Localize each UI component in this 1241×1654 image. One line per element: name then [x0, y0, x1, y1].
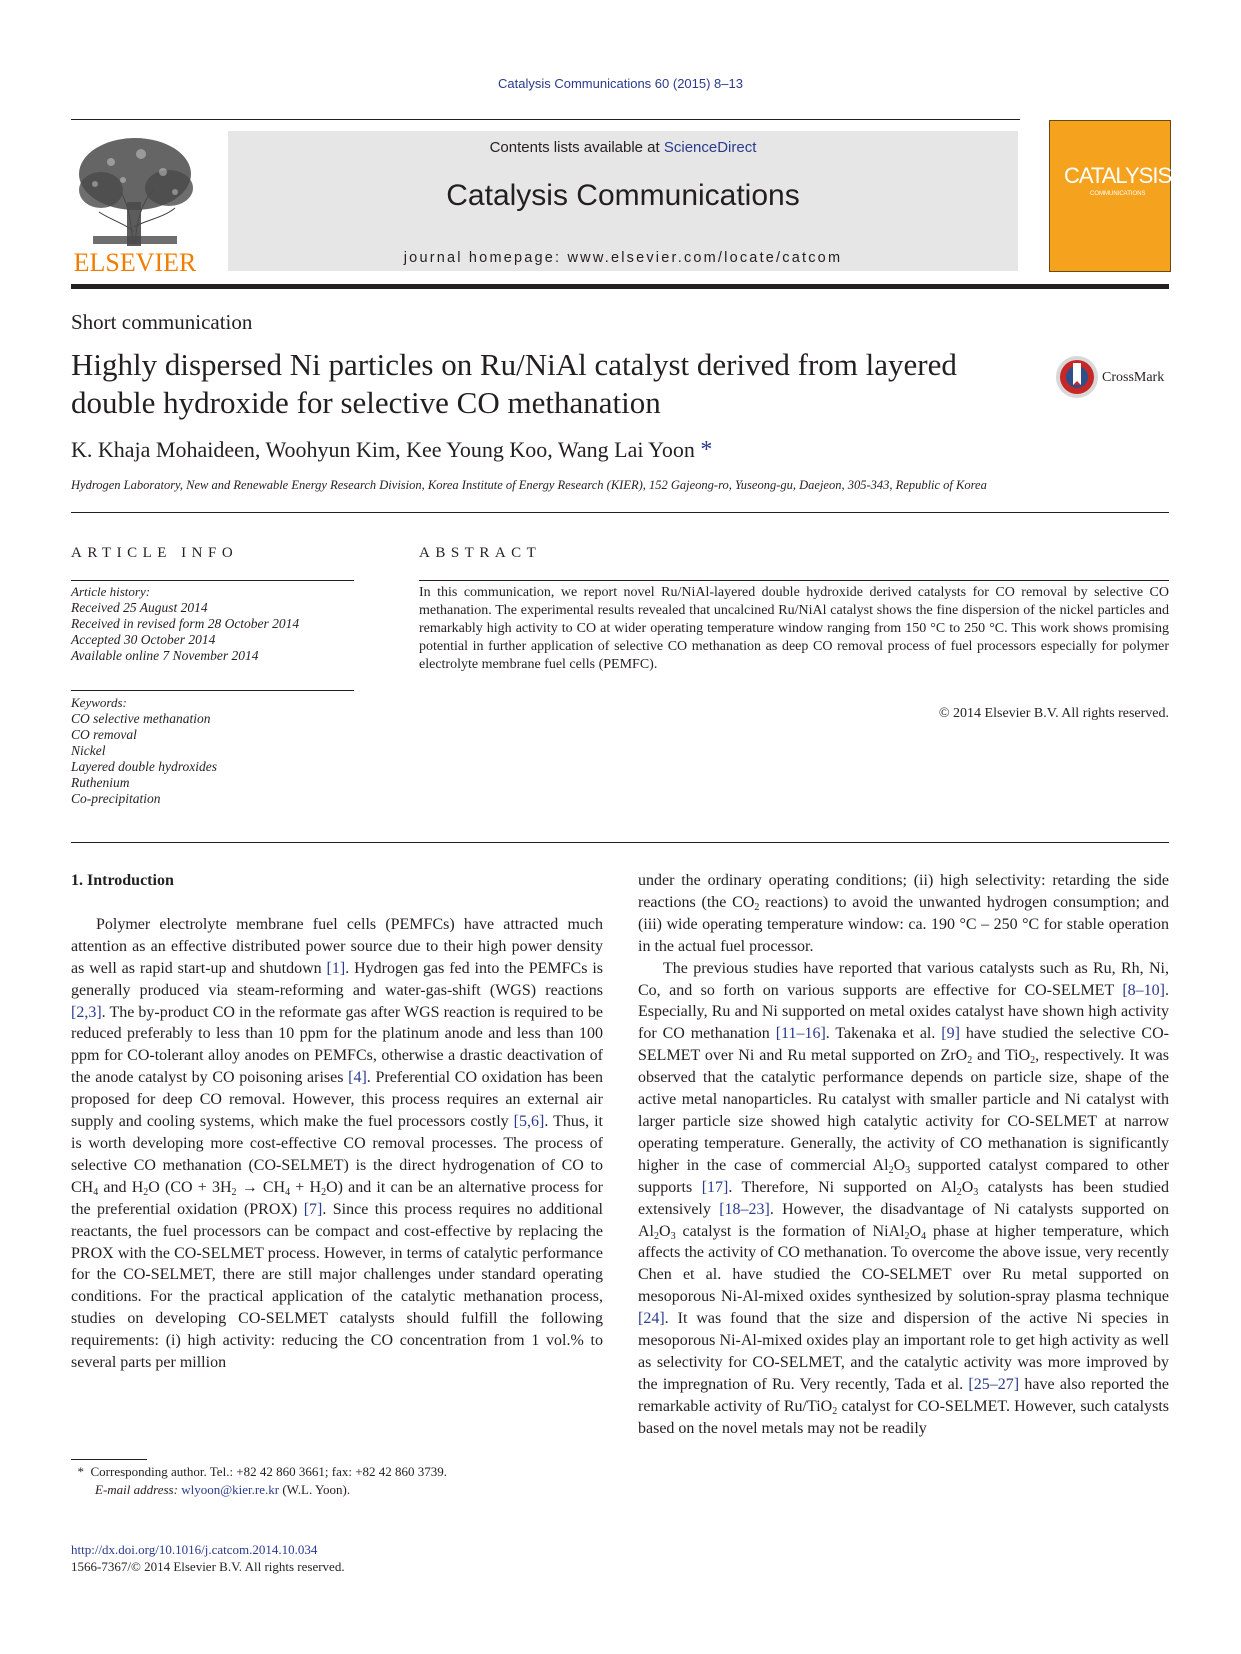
divider [71, 580, 354, 581]
article-info-heading: ARTICLE INFO [71, 545, 239, 561]
title-line-1: Highly dispersed Ni particles on Ru/NiAl catalyst derived from layered [71, 347, 957, 382]
authors-names: K. Khaja Mohaideen, Woohyun Kim, Kee Young Koo, Wang Lai Yoon [71, 437, 695, 462]
footnote-rule [71, 1459, 147, 1460]
keywords-heading: Keywords: [71, 695, 127, 710]
journal-homepage-link[interactable]: journal homepage: www.elsevier.com/locate/catcom [403, 250, 843, 266]
affiliation: Hydrogen Laboratory, New and Renewable Energy Research Division, Korea Institute of Energy Research (KIER), 152 Gajeong-ro, Yuseong-gu, Daejeon, 305-343, Republic of Korea [71, 478, 987, 492]
contents-line [228, 139, 1018, 156]
contents-prefix: Contents lists available at [489, 139, 664, 156]
crossmark-icon[interactable] [1055, 355, 1099, 399]
doi-link[interactable]: http://dx.doi.org/10.1016/j.catcom.2014.10.034 [71, 1542, 318, 1557]
intro-paragraph-1: Polymer electrolyte membrane fuel cells (PEMFCs) have attracted much attention as an effective distributed power source due to their high power density as well as rapid start-up and shutdown [1]. Hydrogen gas fed into the PEMFCs is generally produced via steam-reforming and water-gas-shift (WGS) reactions [2,3]. The by-product CO in the reformate gas after WGS reaction is required to be reduced preferably to less than 10 ppm for the platinum anode and less than 100 ppm for CO-tolerant alloy anodes on PEMFCs, otherwise a drastic deactivation of the anode catalyst by CO poisoning arises [4]. Preferential CO oxidation has been proposed for deep CO removal. However, this process requires an external air supply and cooling systems, which make the fuel processors costly [5,6]. Thus, it is worth developing more cost-effective CO removal processes. The process of selective CO methanation (CO-SELMET) is the direct hydrogenation of CO to $CH_4$ and $H_2O$ $(CO + 3H_2 \to CH_4 + H_2O)$ and it can be an alternative process for the preferential oxidation (PROX) [7]. Since this process requires no additional reactants, the fuel processors can be compact and cost-effective by replacing the PROX with the CO-SELMET process. However, in terms of catalytic performance for the CO-SELMET, there are still major challenges under standard operating conditions. For the practical application of the catalytic methanation process, studies on developing CO-SELMET catalysts should fulfill the following requirements: (i) high activity: reducing the CO concentration from 1 vol.% to several parts per million [71, 915, 604, 1372]
citation-link[interactable]: [4] [348, 1069, 367, 1087]
cover-title: CATALYSIS [1064, 163, 1172, 188]
issn-line: 1566-7367/© 2014 Elsevier B.V. All rights reserved. [71, 1559, 345, 1574]
corresponding-author-footnote [71, 1463, 611, 1499]
citation-link[interactable]: [9] [941, 1025, 960, 1043]
history-revised: Received in revised form 28 October 2014 [71, 616, 300, 631]
sciencedirect-link[interactable]: ScienceDirect [663, 139, 757, 156]
author-list [71, 437, 712, 464]
abstract-copyright: © 2014 Elsevier B.V. All rights reserved. [938, 706, 1169, 721]
keyword-item: CO removal [71, 727, 137, 742]
cover-subtitle: COMMUNICATIONS [1090, 191, 1146, 197]
citation-link[interactable]: [1] [326, 959, 346, 977]
article-history [71, 584, 299, 664]
history-online: Available online 7 November 2014 [71, 648, 259, 663]
keyword-item: Nickel [71, 743, 106, 758]
history-accepted: Accepted 30 October 2014 [71, 632, 216, 647]
intro-paragraph-1-cont: under the ordinary operating conditions; (ii) high selectivity: retarding the side reactions (the $CO_2$ reactions) to avoid the unwanted hydrogen consumption; and (iii) wide operating temperature window: ca. 190 °C – 250 °C for stable operation in the actual fuel processor. [638, 872, 1169, 955]
keyword-item: CO selective methanation [71, 711, 211, 726]
keyword-item: Ruthenium [71, 775, 130, 790]
journal-citation[interactable]: Catalysis Communications 60 (2015) 8–13 [498, 76, 743, 91]
journal-masthead [228, 131, 1018, 271]
divider [419, 580, 1169, 581]
history-received: Received 25 August 2014 [71, 600, 208, 615]
keywords [71, 695, 217, 807]
email-link[interactable]: wlyoon@kier.re.kr [181, 1482, 280, 1497]
footnote-line-1: * Corresponding author. Tel.: +82 42 860 3661; fax: +82 42 860 3739. [77, 1464, 448, 1479]
divider [71, 690, 354, 691]
abstract-heading: ABSTRACT [419, 545, 542, 561]
citation-link[interactable]: [7] [303, 1200, 323, 1218]
elsevier-wordmark: ELSEVIER [73, 248, 197, 277]
citation-link[interactable]: [2,3] [71, 1003, 102, 1021]
divider [71, 842, 1169, 843]
corresponding-author-mark[interactable]: * [700, 437, 713, 463]
article-title [71, 346, 991, 422]
title-line-2: double hydroxide for selective CO methanation [71, 385, 661, 420]
article-type: Short communication [71, 310, 253, 334]
citation-link[interactable]: [5,6] [513, 1113, 545, 1131]
body-right-column [638, 870, 1169, 1440]
section-heading: 1. Introduction [71, 872, 174, 889]
citation-link[interactable]: [17] [701, 1178, 729, 1196]
abstract-text: In this communication, we report novel Ru/NiAl-layered double hydroxide derived catalysts for CO removal by selective CO methanation. The experimental results revealed that uncalcined Ru/NiAl catalyst shows the fine dispersion of the nickel particles and remarkably high activity to CO at wider operating temperature window ranging from 150 °C to 250 °C. This work shows promising potential in further application of selective CO methanation as deep CO removal process of fuel processors especially for polymer electrolyte membrane fuel cells (PEMFC). [419, 585, 1169, 673]
top-rule [71, 119, 1020, 120]
footnote-line-2: E-mail address: wlyoon@kier.re.kr (W.L. Yoon). [95, 1482, 351, 1497]
citation-link[interactable]: [8–10] [1122, 981, 1165, 999]
journal-title: Catalysis Communications [446, 179, 800, 212]
intro-paragraph-2: The previous studies have reported that various catalysts such as Ru, Rh, Ni, Co, and so forth on various supports are effective for CO-SELMET [8–10]. Especially, Ru and Ni supported on metal oxides catalyst have shown high activity for CO methanation [11–16]. Takenaka et al. [9] have studied the selective CO-SELMET over Ni and Ru metal supported on ZrO$_2$ and TiO$_2$, respectively. It was observed that the catalytic performance depends on particle size, shape of the active metal nanoparticles. Ru catalyst with smaller particle and Ni catalyst with larger particle size showed high catalytic activity for CO-SELMET at narrow operating temperature. Generally, the activity of CO methanation is significantly higher in the case of commercial $Al_2O_3$ supported catalyst compared to other supports [17]. Therefore, Ni supported on $Al_2O_3$ catalysts has been studied extensively [18–23]. However, the disadvantage of Ni catalysts supported on $Al_2O_3$ catalyst is the formation of $NiAl_2O_4$ phase at higher temperature, which affects the activity of CO methanation. To overcome the above issue, very recently Chen et al. have studied the CO-SELMET over Ru metal supported on mesoporous Ni-Al-mixed oxides synthesized by solution-spray plasma technique [24]. It was found that the size and dispersion of the active Ni species in mesoporous Ni-Al-mixed oxides play an important role to get high activity as well as selectivity for CO-SELMET, and the catalytic activity was more improved by the impregnation of Ru. Very recently, Tada et al. [25–27] have also reported the remarkable activity of Ru/TiO$_2$ catalyst for CO-SELMET. However, such catalysts based on the novel metals may not be readily [638, 959, 1170, 1437]
citation-link[interactable]: [11–16] [775, 1025, 826, 1043]
citation-link[interactable]: [24] [638, 1310, 665, 1328]
journal-cover-image[interactable] [1049, 120, 1171, 272]
body-left-column [71, 870, 603, 1374]
citation-link[interactable]: [25–27] [968, 1375, 1020, 1393]
history-heading: Article history: [71, 584, 151, 599]
crossmark-label[interactable]: CrossMark [1102, 370, 1165, 385]
keyword-item: Co-precipitation [71, 791, 161, 806]
header-thick-rule [71, 284, 1169, 289]
citation-link[interactable]: [18–23] [719, 1200, 770, 1218]
keyword-item: Layered double hydroxides [71, 759, 217, 774]
divider [71, 512, 1169, 513]
